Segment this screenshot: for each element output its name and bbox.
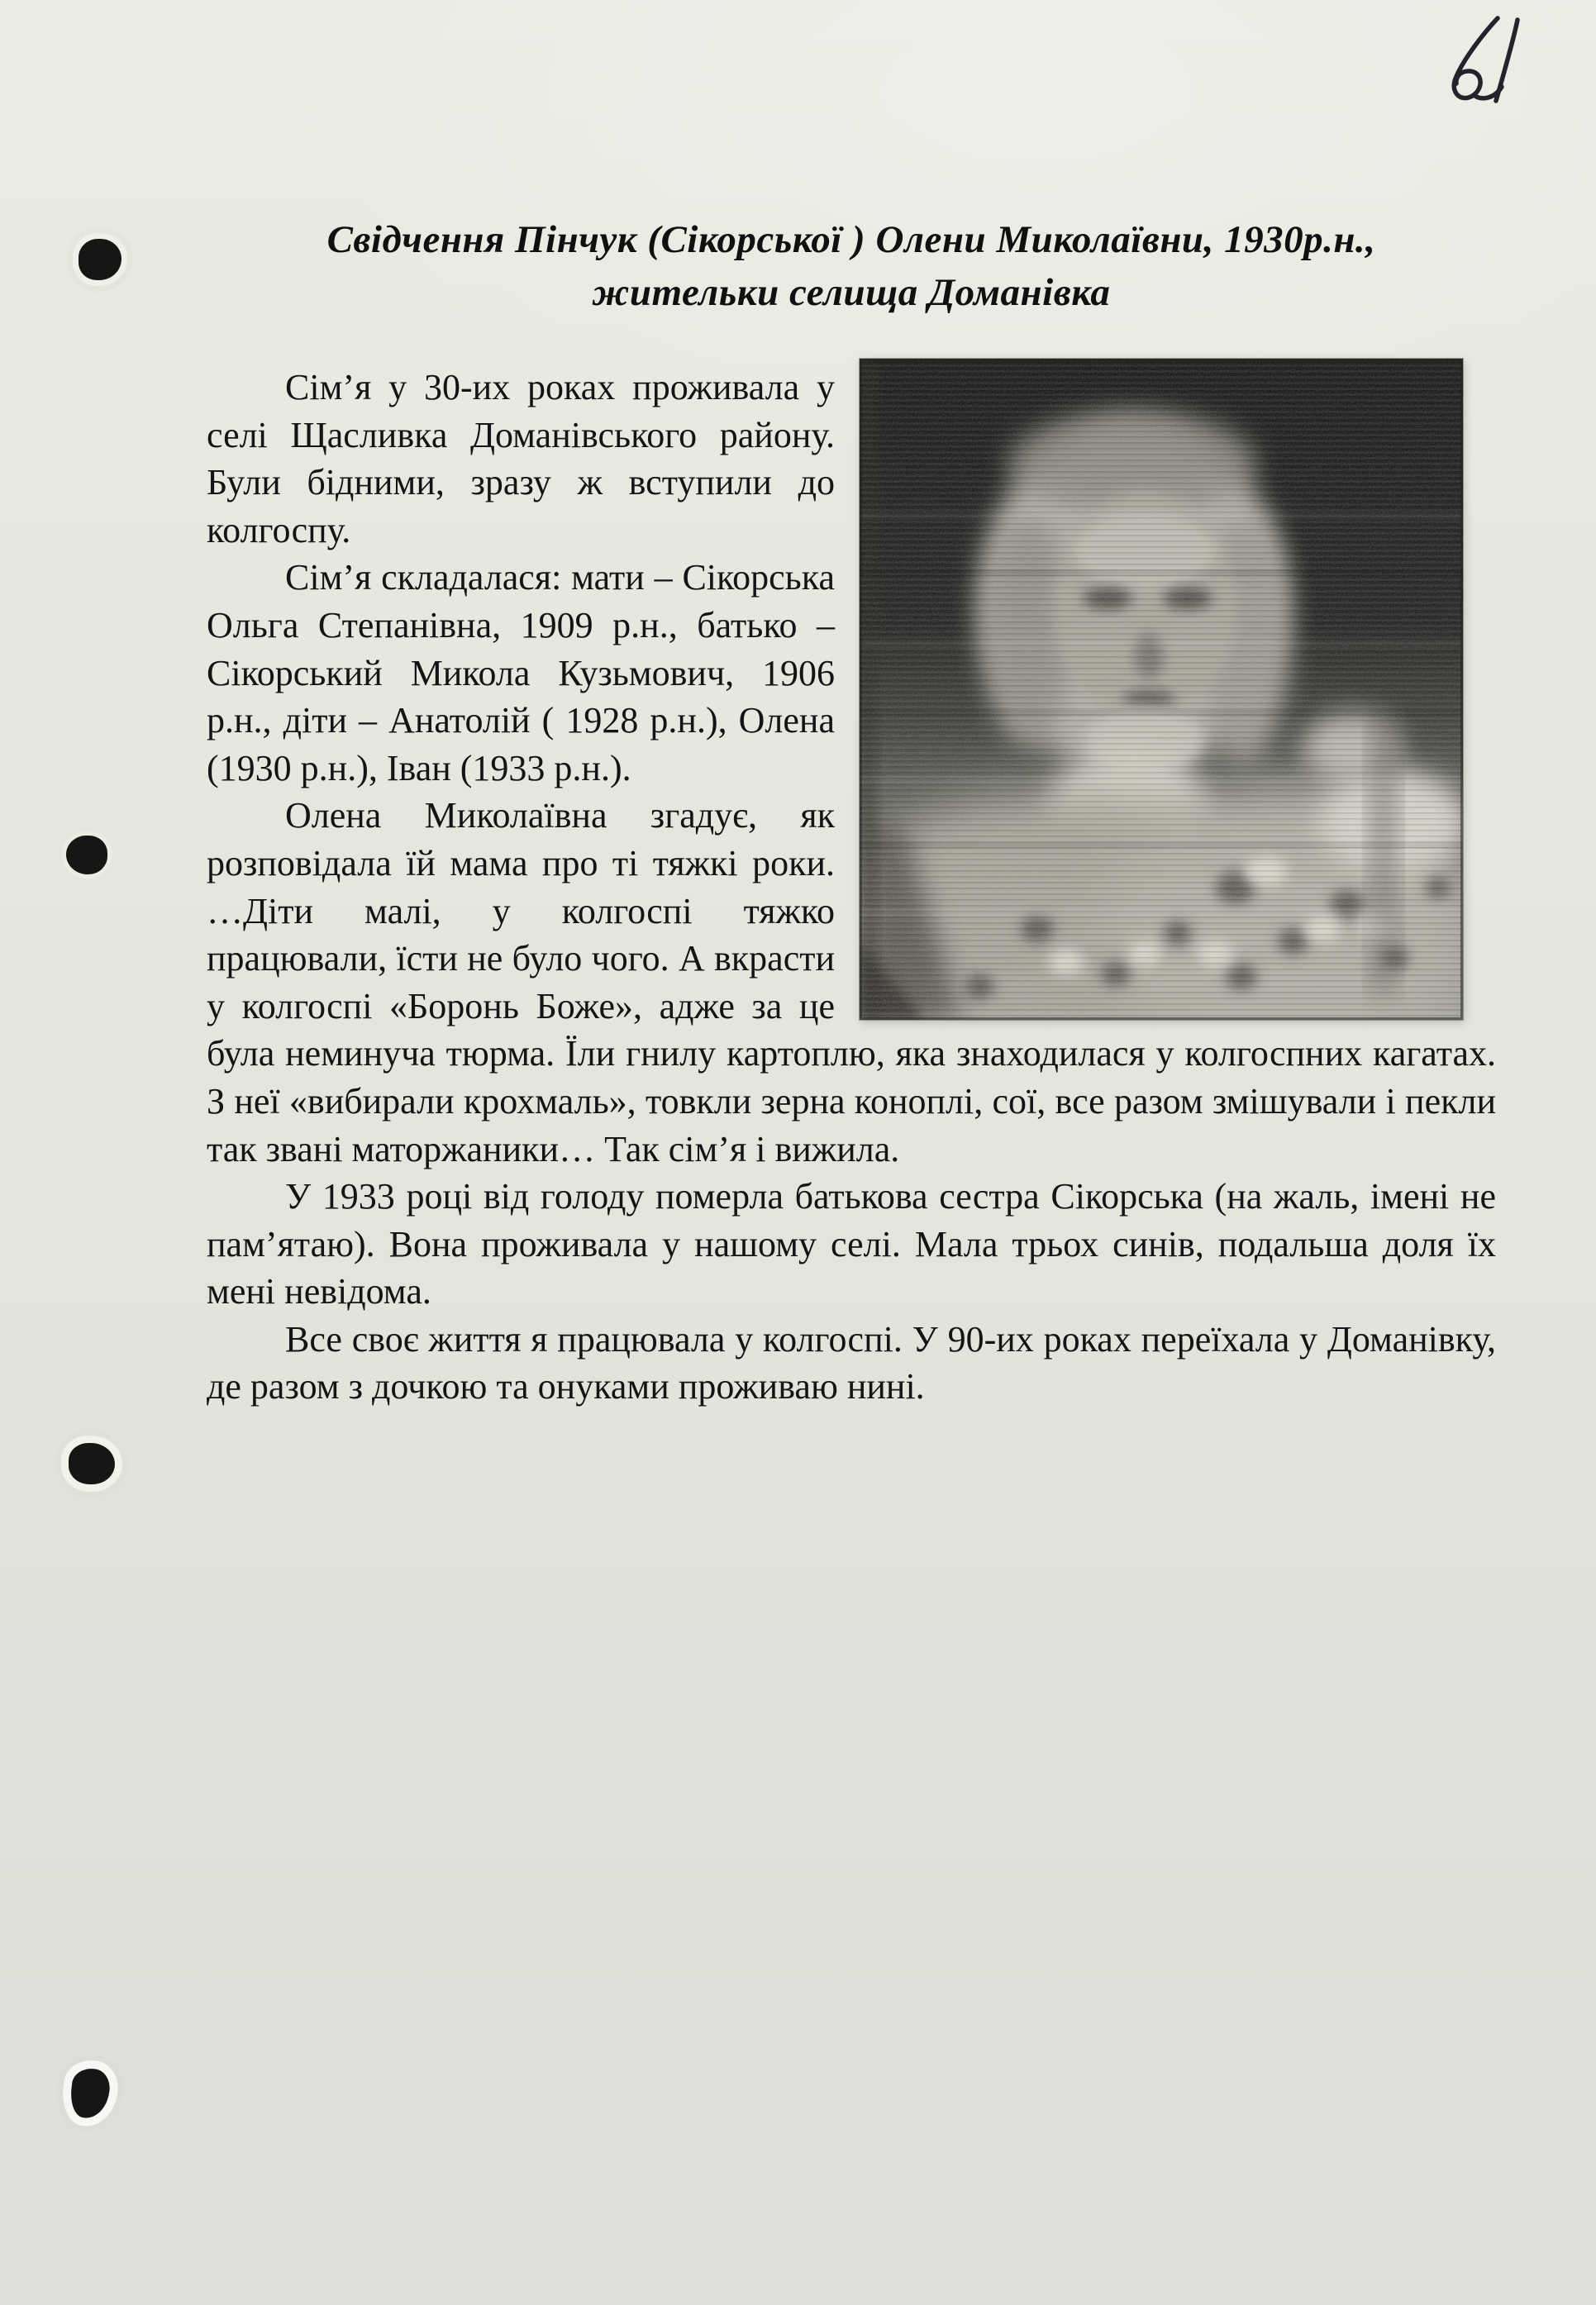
portrait-photo-image (860, 359, 1463, 1020)
title-line-1: Свідчення Пінчук (Сікорської ) Олени Миколаївни, 1930р.н., (326, 218, 1376, 261)
portrait-photo (860, 359, 1463, 1020)
testimony-text (207, 364, 1496, 1411)
document-title (207, 213, 1496, 319)
hole-punch (79, 239, 121, 280)
hole-punch (69, 2067, 112, 2120)
title-line-2: жительки селища Доманівка (592, 271, 1111, 314)
paragraph: Сім’я складалася: мати – Сікорська Ольга Степанівна, 1909 р.н., батько – Сікорський Микола Кузьмович, 1906 р.н., діти – Анатолій ( 1928 р.н.), Олена (1930 р.н.), Іван (1933 р.н.). (207, 557, 835, 788)
document-body (207, 213, 1496, 1411)
paragraph: Все своє життя я працювала у колгоспі. У 90-их роках переїхала у Доманівку, де разом з дочкою та онуками проживаю нині. (207, 1318, 1496, 1407)
handwritten-page-number (1430, 10, 1546, 117)
paragraph: Олена Миколаївна згадує, як розповідала їй мама про ті тяжкі роки. …Діти малі, у колгоспі тяжко працювали, їсти не було чого. А вкрасти у колгоспі «Боронь Боже», адже за це була неминуча тюрма. Їли гнилу картоплю, яка знаходилася у колгоспних кагатах. З неї «вибирали крохмаль», товкли зерна коноплі, сої, все разом змішували і пекли так звані маторжаники… Так сім’я і вижила. (207, 795, 1496, 1169)
paragraph: Сім’я у 30-их роках проживала у селі Щасливка Доманівського району. Були бідними, зразу ж вступили до колгоспу. (207, 367, 835, 550)
hole-punch (69, 1443, 115, 1484)
hole-punch (66, 836, 107, 874)
handwritten-61-icon (1430, 10, 1546, 117)
paragraph: У 1933 році від голоду померла батькова сестра Сікорська (на жаль, імені не пам’ятаю). Вона проживала у нашому селі. Мала трьох синів, подальша доля їх мені невідома. (207, 1176, 1496, 1312)
